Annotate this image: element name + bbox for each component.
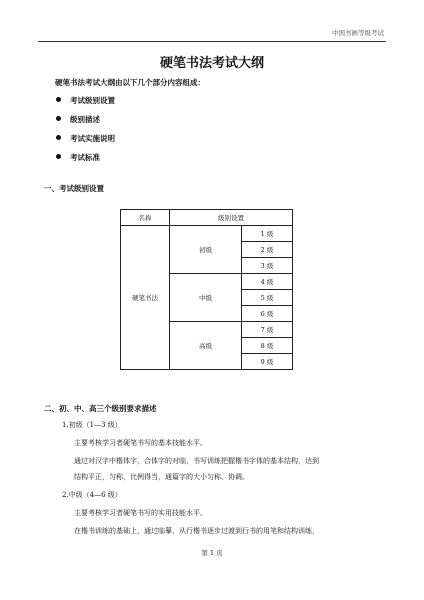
table-level-cell: 9 级 xyxy=(242,354,293,370)
paragraph: 在楷书训练的基础上，通过临摹，从行楷书逐步过渡到行书的用笔和结构训练， xyxy=(74,527,319,535)
bullet-list xyxy=(56,95,115,171)
bullet-item xyxy=(56,114,115,133)
table-header-levels: 级别设置 xyxy=(170,210,293,226)
bullet-icon xyxy=(56,154,61,159)
table-group-cell: 中级 xyxy=(170,274,242,322)
table-level-cell: 2 级 xyxy=(242,242,293,258)
table-group-cell: 高级 xyxy=(170,322,242,370)
bullet-item xyxy=(56,133,115,152)
intro-text: 硬笔书法考试大纲由以下几个部分内容组成： xyxy=(55,78,205,87)
table-header-name: 名称 xyxy=(121,210,170,226)
bullet-icon xyxy=(56,97,61,102)
paragraph: 通过对汉字中楷体字，合体字的对临，书写训练把握楷书字体的基本结构，达到 xyxy=(74,457,319,465)
table-level-cell: 1 级 xyxy=(242,226,293,242)
paragraph: 结构平正，匀称，比例得当，通篇字的大小匀称、协调。 xyxy=(74,473,249,481)
table-subject-cell: 硬笔书法 xyxy=(121,226,170,370)
table-level-cell: 5 级 xyxy=(242,290,293,306)
section-heading-levels: 一、考试级别设置 xyxy=(44,184,104,193)
bullet-icon xyxy=(56,135,61,140)
table-row xyxy=(121,226,293,242)
bullet-label: 考试实施说明 xyxy=(70,134,115,143)
document-title: 硬笔书法考试大纲 xyxy=(159,56,264,71)
paragraph: 主要考核学习者硬笔书写的实用技能水平。 xyxy=(74,509,207,517)
section-heading-descriptions: 二、初、中、高三个级别要求描述 xyxy=(44,404,157,413)
subsection-label: 2.中级（4—6 级） xyxy=(62,491,122,499)
table-group-cell: 初级 xyxy=(170,226,242,274)
page-header xyxy=(38,26,386,42)
table-level-cell: 3 级 xyxy=(242,258,293,274)
bullet-label: 考试级别设置 xyxy=(70,96,115,105)
table-level-cell: 4 级 xyxy=(242,274,293,290)
paragraph: 主要考核学习者硬笔书写的基本技能水平。 xyxy=(74,439,207,447)
header-text: 中国书画等级考试 xyxy=(332,29,384,37)
table-level-cell: 8 级 xyxy=(242,338,293,354)
bullet-icon xyxy=(56,116,61,121)
page-number: 第 1 页 xyxy=(201,549,223,557)
bullet-label: 级别描述 xyxy=(70,115,100,124)
bullet-item xyxy=(56,95,115,114)
level-table xyxy=(120,209,293,370)
table-level-cell: 6 级 xyxy=(242,306,293,322)
subsection-label: 1.初级（1—3 级） xyxy=(62,421,122,429)
bullet-label: 考试标准 xyxy=(70,153,100,162)
table-level-cell: 7 级 xyxy=(242,322,293,338)
table-header-row xyxy=(121,210,293,226)
bullet-item xyxy=(56,152,115,171)
